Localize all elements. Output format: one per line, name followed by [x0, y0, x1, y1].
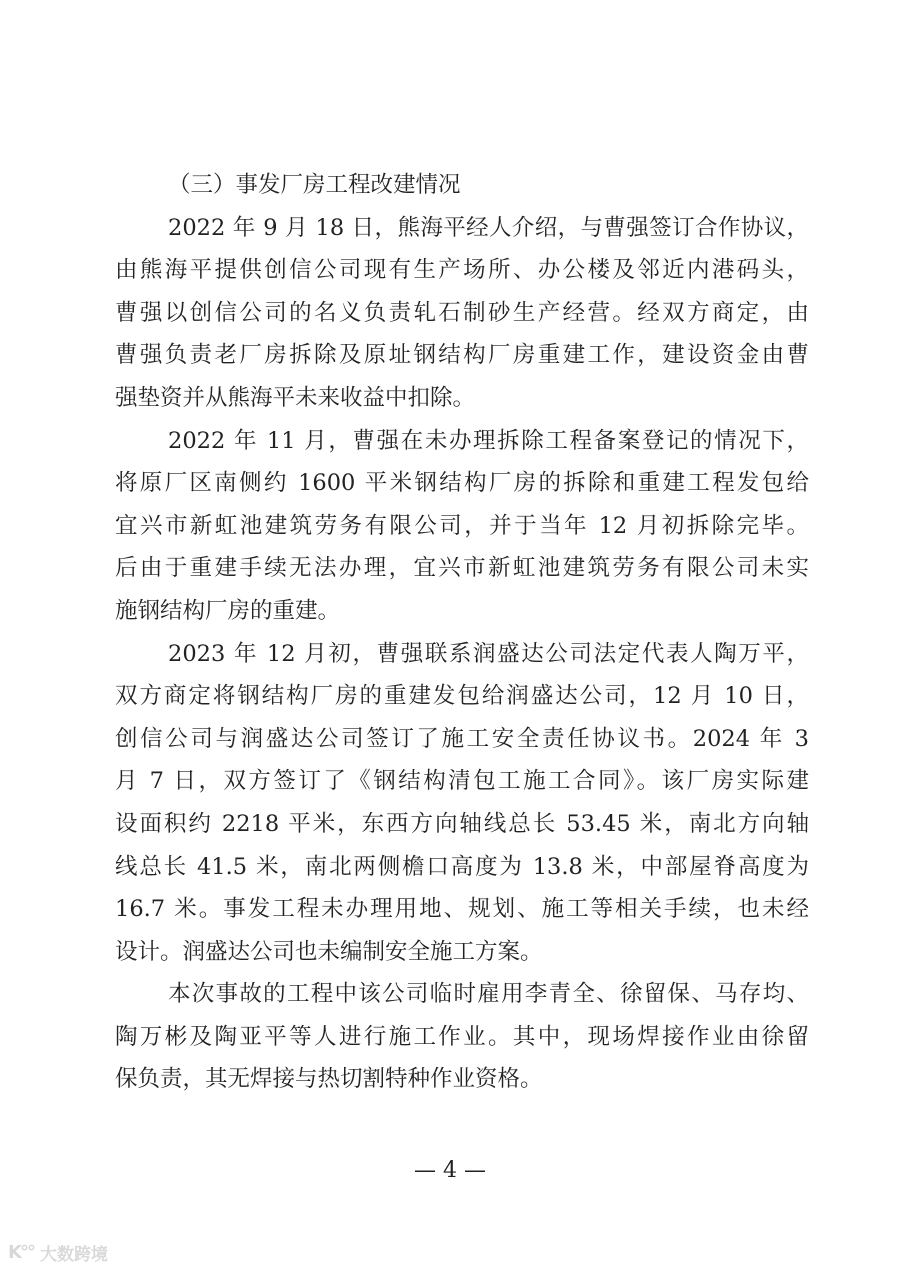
text-line: 双方商定将钢结构厂房的重建发包给润盛达公司，12 月 10 日， [115, 683, 809, 710]
text-line: 2023 年 12 月初，曹强联系润盛达公司法定代表人陶万平， [168, 640, 809, 667]
text-line: 曹强负责老厂房拆除及原址钢结构厂房重建工作，建设资金由曹 [115, 342, 809, 369]
text-line: 本次事故的工程中该公司临时雇用李青全、徐留保、马存均、 [168, 981, 809, 1008]
text-line: 16.7 米。事发工程未办理用地、规划、施工等相关手续，也未经 [115, 896, 809, 923]
text-line: 保负责，其无焊接与热切割特种作业资格。 [115, 1066, 543, 1093]
watermark-text: 大数跨境 [39, 1245, 108, 1265]
text-line: 曹强以创信公司的名义负责轧石制砂生产经营。经双方商定，由 [115, 299, 809, 326]
text-line: 由熊海平提供创信公司现有生产场所、办公楼及邻近内港码头， [115, 257, 809, 284]
text-line: 2022 年 9 月 18 日，熊海平经人介绍，与曹强签订合作协议， [168, 214, 809, 241]
text-line: 将原厂区南侧约 1600 平米钢结构厂房的拆除和重建工程发包给 [115, 470, 809, 497]
page-number: — 4 — [414, 1158, 486, 1183]
text-line: 线总长 41.5 米，南北两侧檐口高度为 13.8 米，中部屋脊高度为 [115, 853, 809, 880]
text-line: 宜兴市新虹池建筑劳务有限公司，并于当年 12 月初拆除完毕。 [115, 512, 809, 539]
section-heading: （三）事发厂房工程改建情况 [168, 172, 461, 198]
text-line: 创信公司与润盛达公司签订了施工安全责任协议书。2024 年 3 [115, 725, 809, 752]
text-line: 后由于重建手续无法办理，宜兴市新虹池建筑劳务有限公司未实 [115, 555, 809, 582]
body-lines [115, 207, 809, 1101]
text-line: 强垫资并从熊海平未来收益中扣除。 [115, 384, 476, 411]
text-line: 施钢结构厂房的重建。 [115, 597, 341, 624]
document-body [115, 164, 809, 1101]
text-line: 设面积约 2218 平米，东西方向轴线总长 53.45 米，南北方向轴 [115, 810, 809, 837]
watermark-logo-icon: K°° [8, 1242, 34, 1263]
text-line: 陶万彬及陶亚平等人进行施工作业。其中，现场焊接作业由徐留 [115, 1023, 809, 1050]
text-line: 2022 年 11 月，曹强在未办理拆除工程备案登记的情况下， [168, 427, 809, 454]
watermark [8, 1240, 108, 1265]
text-line: 设计。润盛达公司也未编制安全施工方案。 [115, 938, 543, 965]
text-line: 月 7 日，双方签订了《钢结构清包工施工合同》。该厂房实际建 [115, 768, 809, 795]
